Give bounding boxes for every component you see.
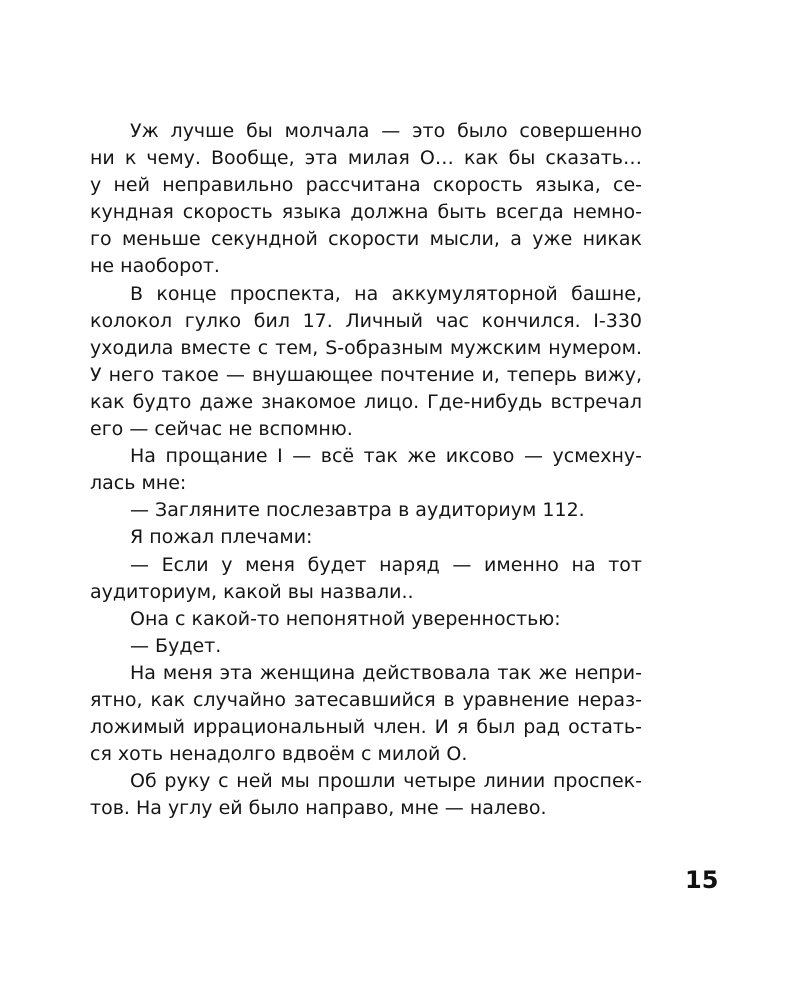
text-line: го меньше секундной скорости мысли, а уже никак [90, 228, 642, 251]
text-line: не наоборот. [90, 255, 220, 278]
text-line: ложимый иррациональный член. И я был рад остать- [90, 716, 642, 739]
text-line: уходила вместе с тем, S-образным мужским нумером. [90, 336, 642, 359]
text-line: лась мне: [90, 472, 187, 495]
text-line: кундная скорость языка должна быть всегда немно- [90, 201, 642, 224]
text-line: На меня эта женщина действовала так же непри- [130, 661, 642, 684]
text-line: Уж лучше бы молчала — это было совершенно [130, 120, 642, 142]
text-line: У него такое — внушающее почтение и, теперь вижу, [90, 363, 642, 386]
text-line: Об руку с ней мы прошли четыре линии проспек- [130, 770, 642, 793]
text-line: тов. На углу ей было направо, мне — налево. [90, 797, 547, 820]
text-line: Я пожал плечами: [130, 526, 313, 549]
text-line: как будто даже знакомое лицо. Где-нибудь встречал [90, 390, 642, 413]
text-line: аудиториум, какой вы назвали.. [90, 580, 414, 603]
text-line: колокол гулко бил 17. Личный час кончился. I-330 [90, 309, 642, 332]
text-line: ся хоть ненадолго вдвоём с милой О. [90, 743, 468, 766]
text-line: у ней неправильно рассчитана скорость языка, се- [90, 174, 642, 197]
text-line: Она с какой-то непонятной уверенностью: [130, 607, 561, 630]
text-line: В конце проспекта, на аккумуляторной башне, [130, 282, 642, 305]
text-line: его — сейчас не вспомню. [90, 418, 353, 441]
body-text [90, 118, 642, 822]
page-number: 15 [685, 866, 719, 894]
dialogue-line: — Будет. [130, 634, 222, 657]
text-line: ятно, как случайно затесавшийся в уравнение нераз- [90, 688, 642, 711]
text-line: ни к чему. Вообще, эта милая О… как бы сказать… [90, 147, 642, 170]
text-line: На прощание I — всё так же иксово — усмехну- [130, 445, 642, 468]
dialogue-line: — Если у меня будет наряд — именно на тот [130, 553, 642, 576]
dialogue-line: — Загляните послезавтра в аудиториум 112. [130, 499, 585, 522]
